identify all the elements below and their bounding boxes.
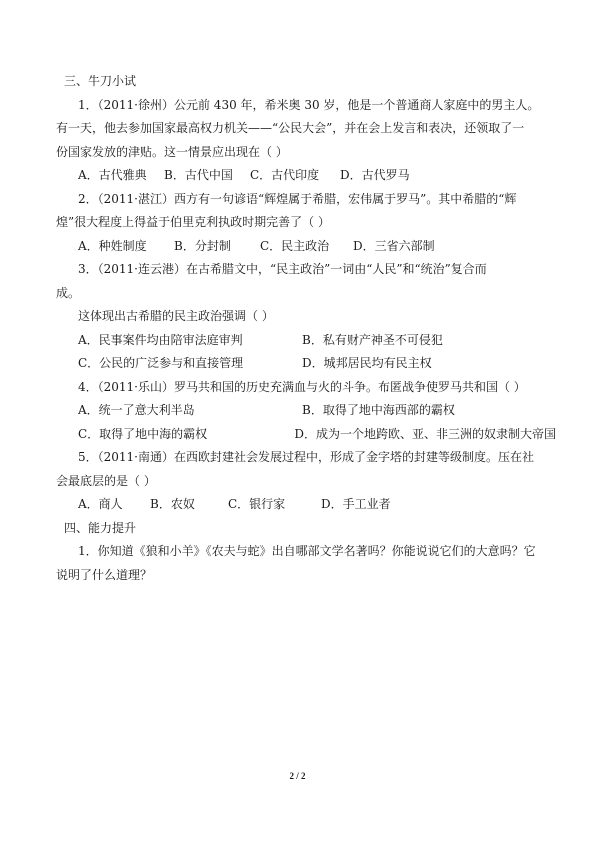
question-2-line-1: 2．（2011·湛江）西方有一句谚语“辉煌属于希腊，宏伟属于罗马”。其中希腊的“辉 xyxy=(78,191,517,206)
question-1-option-d: D．古代罗马 xyxy=(340,168,410,182)
question-4-options-row-2 xyxy=(56,423,556,447)
question-3-option-b: B．私有财产神圣不可侵犯 xyxy=(302,332,443,347)
question-3-options-row-1 xyxy=(56,329,556,353)
question-2-option-d: D．三省六部制 xyxy=(353,238,435,253)
question-2-option-b: B．分封制 xyxy=(174,238,231,253)
question-4-option-a: A．统一了意大利半岛 xyxy=(78,403,195,417)
question-3-line-2: 成。 xyxy=(56,285,81,300)
question-3-options-row-2 xyxy=(56,352,556,376)
page-number: 2 / 2 xyxy=(289,771,306,781)
question-3-option-c: C．公民的广泛参与和直接管理 xyxy=(78,356,244,370)
question-2-line-2: 煌”很大程度上得益于伯里克利执政时期完善了（ ） xyxy=(56,215,330,229)
question-5-line-2: 会最底层的是（ ） xyxy=(56,473,156,488)
question-3-option-d: D．城邦居民均有民主权 xyxy=(302,356,432,370)
question-1-option-b: B．古代中国 xyxy=(164,168,233,182)
question-1-line-1: 1．（2011·徐州）公元前 430 年，希米奥 30 岁，他是一个普通商人家庭中的男主人。 xyxy=(78,97,540,112)
practice-1-line-2: 说明了什么道理？ xyxy=(56,567,153,582)
question-2-option-a: A．种姓制度 xyxy=(78,238,147,253)
practice-1-line-1: 1．你知道《狼和小羊》《农夫与蛇》出自哪部文学名著吗？你能说说它们的大意吗？它 xyxy=(78,544,536,558)
question-4-line-1: 4．（2011·乐山）罗马共和国的历史充满血与火的斗争。布匿战争使罗马共和国（ ） xyxy=(78,379,526,394)
section-3-heading: 三、牛刀小试 xyxy=(64,74,137,88)
question-2-options xyxy=(56,235,556,259)
question-1-line-3: 份国家发放的津贴。这一情景应出现在（ ） xyxy=(56,144,288,159)
question-3-option-a: A．民事案件均由陪审法庭审判 xyxy=(78,332,243,347)
question-3-line-3: 这体现出古希腊的民主政治强调（ ） xyxy=(78,309,274,323)
question-5-option-c: C．银行家 xyxy=(228,497,286,511)
question-5-option-d: D．手工业者 xyxy=(321,497,391,511)
question-4-options-row-1 xyxy=(56,399,556,423)
question-2-option-c: C．民主政治 xyxy=(260,238,330,253)
question-4-option-d: D．成为一个地跨欧、亚、非三洲的奴隶制大帝国 xyxy=(294,426,556,441)
question-5-line-1: 5．（2011·南通）在西欧封建社会发展过程中，形成了金字塔的封建等级制度。压在社 xyxy=(78,450,534,464)
document-body xyxy=(56,70,556,587)
question-4-option-c: C．取得了地中海的霸权 xyxy=(78,426,208,441)
question-5-option-a: A．商人 xyxy=(78,497,123,511)
question-3-line-1: 3．（2011·连云港）在古希腊文中，“民主政治”一词由“人民”和“统治”复合而 xyxy=(78,262,487,276)
question-1-option-c: C．古代印度 xyxy=(250,168,320,182)
question-5-options xyxy=(56,493,556,517)
question-4-option-b: B．取得了地中海西部的霸权 xyxy=(302,403,455,417)
question-1-line-2: 有一天，他去参加国家最高权力机关——“公民大会”，并在会上发言和表决，还领取了一 xyxy=(56,121,525,135)
question-5-option-b: B．农奴 xyxy=(150,497,195,511)
question-1-option-a: A．古代雅典 xyxy=(78,168,147,182)
question-1-options xyxy=(56,164,556,188)
section-4-heading: 四、能力提升 xyxy=(64,520,137,535)
